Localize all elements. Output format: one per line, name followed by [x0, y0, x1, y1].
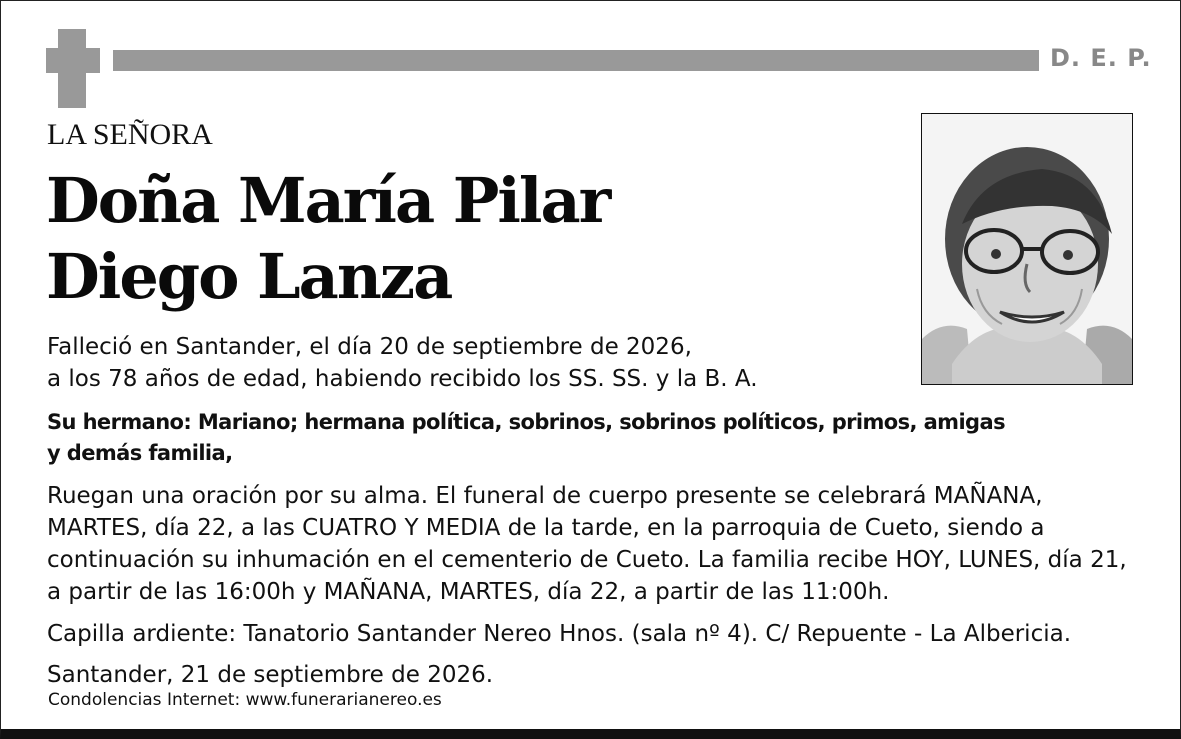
dep-label: D. E. P.	[1050, 44, 1152, 72]
deceased-name-line2: Diego Lanza	[46, 240, 452, 313]
funeral-line: MARTES, día 22, a las CUATRO Y MEDIA de la tarde, en la parroquia de Cueto, siendo a	[47, 515, 1045, 541]
deceased-title: LA SEÑORA	[47, 118, 213, 151]
death-info-line: Falleció en Santander, el día 20 de septiembre de 2026,	[47, 334, 692, 360]
header-rule	[113, 50, 1039, 71]
portrait-image	[922, 114, 1132, 384]
death-info-line: a los 78 años de edad, habiendo recibido los SS. SS. y la B. A.	[47, 366, 758, 392]
family-line: Su hermano: Mariano; hermana política, sobrinos, sobrinos políticos, primos, amigas	[47, 410, 1005, 434]
funeral-line: Ruegan una oración por su alma. El funeral de cuerpo presente se celebrará MAÑANA,	[47, 483, 1043, 509]
deceased-name-line1: Doña María Pilar	[46, 164, 610, 237]
funeral-line: a partir de las 16:00h y MAÑANA, MARTES, día 22, a partir de las 11:00h.	[47, 579, 890, 605]
cross-icon-horizontal	[46, 48, 100, 73]
condolences-link[interactable]: Condolencias Internet: www.funerarianereo.es	[48, 690, 442, 710]
funeral-line: continuación su inhumación en el cementerio de Cueto. La familia recibe HOY, LUNES, día 21,	[47, 547, 1127, 573]
family-line: y demás familia,	[47, 441, 233, 465]
chapel-info: Capilla ardiente: Tanatorio Santander Nereo Hnos. (sala nº 4). C/ Repuente - La Albericia.	[47, 621, 1072, 647]
place-date: Santander, 21 de septiembre de 2026.	[47, 662, 494, 688]
deceased-photo	[921, 113, 1133, 385]
